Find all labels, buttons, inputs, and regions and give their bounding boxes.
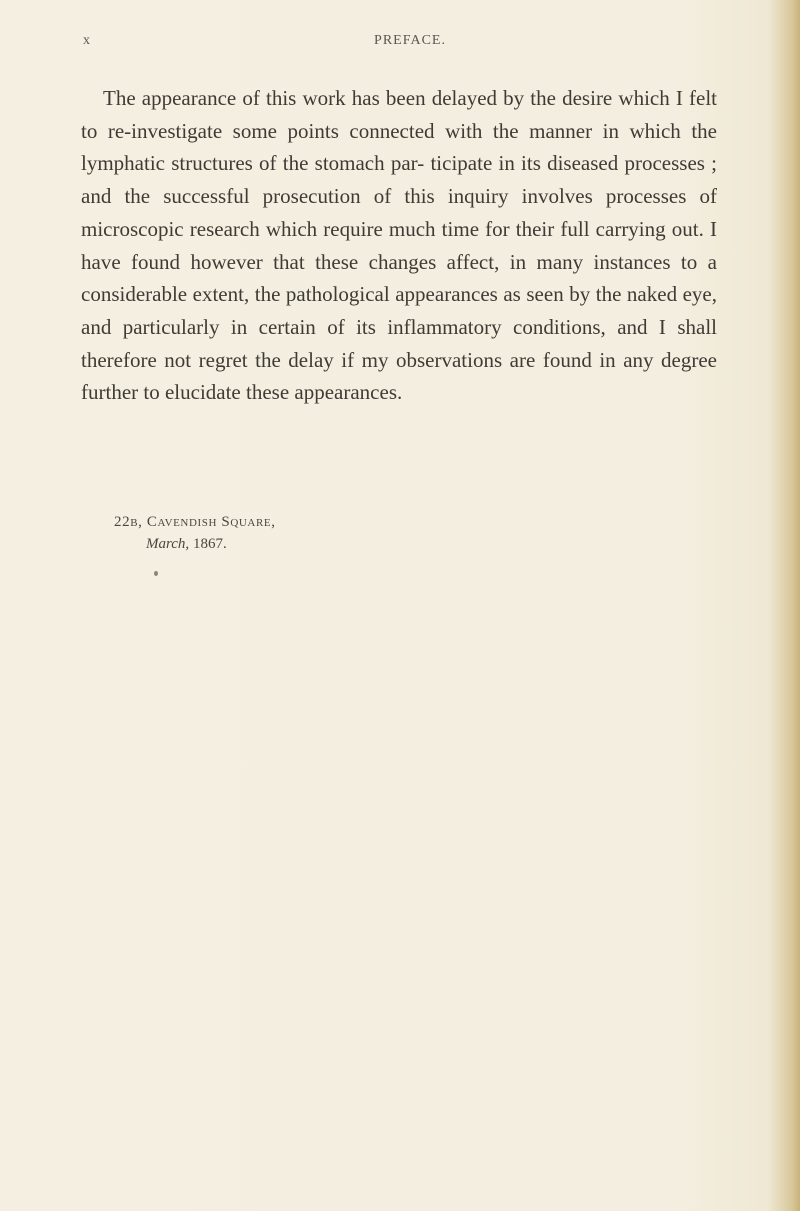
running-title: PREFACE. — [374, 33, 446, 48]
signature-year: 1867. — [192, 536, 227, 552]
signature-month: March, — [146, 536, 190, 552]
preface-paragraph: The appearance of this work has been delayed by the desire which I felt to re-investigate some points connected with the manner in which the lymphatic structures of the stomach par- ticipate in its diseased processes ; and the successful prosecution of this inquiry involves processes of microscopic research which require much time for their full carrying out. I have found however that these changes affect, in many instances to a considerable extent, the pathological appearances as seen by the naked eye, and particularly in certain of its inflammatory conditions, and I shall therefore not regret the delay if my observations are found in any degree further to elucidate these appearances. — [81, 86, 717, 405]
signature-address: 22b, Cavendish Square, — [114, 514, 276, 530]
ink-speck — [154, 571, 158, 576]
signature-block — [114, 511, 276, 555]
page-number: x — [83, 33, 91, 48]
running-head — [83, 33, 713, 53]
signature-date — [114, 533, 276, 555]
